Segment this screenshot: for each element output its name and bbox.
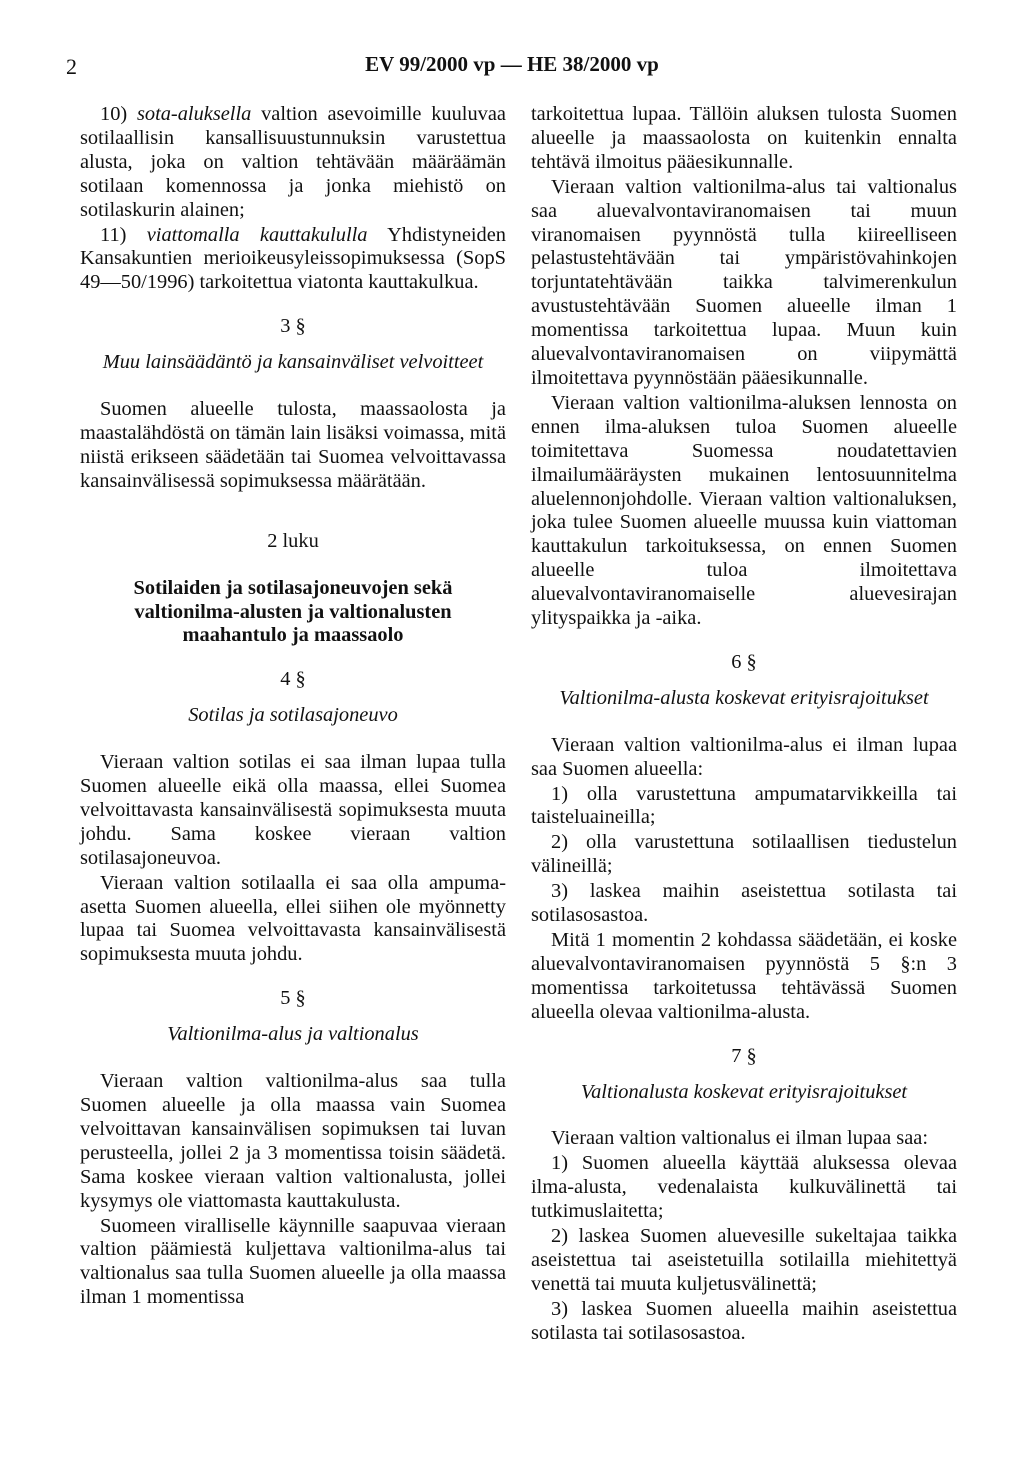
section-title-6: Valtionilma-alusta koskevat erityisrajoitukset: [559, 686, 929, 709]
section-title-7: Valtionalusta koskevat erityisrajoitukset: [580, 1080, 908, 1103]
list-item: 1) olla varustettuna ampumatarvikkeilla tai taisteluaineilla;: [531, 782, 957, 829]
paragraph: Suomen alueelle tulosta, maassaolosta ja maastalähdöstä on tämän lain lisäksi voimassa, mitä niistä erikseen säädetään tai Suomea velvoittavassa kansainvälisessä sopimuksessa määrätään.: [80, 398, 506, 492]
list-item: 3) laskea Suomen alueella maihin aseistettua sotilasta tai sotilasosastoa.: [531, 1297, 957, 1344]
definition-10: [80, 103, 506, 223]
definition-term: sota-aluksella: [136, 103, 252, 125]
list-item: 2) olla varustettuna sotilaallisen tiedustelun välineillä;: [531, 831, 957, 878]
list-item: 3) laskea maihin aseistettua sotilasta tai sotilasosastoa.: [531, 880, 957, 927]
paragraph: Vieraan valtion valtionilma-alus tai valtionalus saa aluevalvontaviranomaisen tai muun viranomaisen pyynnöstä tulla kiireelliseen pelastustehtävään tai ympäristövahinkojen torjuntatehtävään taikka talvimerenkulun avustustehtävään Suomen alueelle ilman 1 momentissa tarkoitettua lupaa. Muun kuin aluevalvontaviranomaisen on viipymättä ilmoitettava pyynnöstään pääesikunnalle.: [531, 175, 957, 389]
section-number-7: 7 §: [731, 1044, 757, 1067]
definition-text: valtion asevoimille kuuluvaa sotilaallisin kansallisuustunnuksin varustettua alusta, joka on valtion tehtävään määräämän sotilaan komennossa ja jonka miehistö on sotilaskurin alainen;: [80, 103, 506, 221]
section-number-3: 3 §: [280, 315, 306, 338]
section-number-6: 6 §: [731, 650, 757, 673]
paragraph: Vieraan valtion valtionilma-alus saa tulla Suomen alueelle ja olla maassa vain Suomea velvoittavan kansainvälisen sopimuksen tai luvan perusteella, jollei 2 ja 3 momentissa toisin säädetä. Sama koskee vieraan valtion valtionalusta, jollei kysymys ole viattomasta kauttakulusta.: [80, 1070, 506, 1212]
chapter-number: 2 luku: [267, 529, 319, 552]
section-title-3: Muu lainsäädäntö ja kansainväliset velvoitteet: [102, 351, 484, 374]
section-number-4: 4 §: [280, 668, 306, 691]
paragraph: Suomeen viralliselle käynnille saapuvaa vieraan valtion päämiestä kuljettava valtionilma-alus tai valtionalus saa tulla Suomen alueelle ja olla maassa ilman 1 momentissa: [80, 1214, 506, 1309]
paragraph: Vieraan valtion valtionilma-alus ei ilman lupaa saa Suomen alueella:: [531, 733, 957, 780]
paragraph: Vieraan valtion sotilas ei saa ilman lupaa tulla Suomen alueelle eikä olla maassa, ellei Suomea velvoittavasta kansainvälisestä sopimuksesta muuta johdu. Sama koskee vieraan valtion sotilasajoneuvoa.: [80, 751, 506, 869]
definition-text: Yhdistyneiden Kansakuntien merioikeusyleissopimuksessa (SopS 49—50/1996) tarkoitettua viatonta kauttakulkua.: [80, 223, 506, 294]
paragraph-continued: tarkoitettua lupaa. Tällöin aluksen tulosta Suomen alueelle ja maassaolosta on kuitenkin ennalta tehtävä ilmoitus pääesikunnalle.: [531, 103, 957, 173]
running-head: EV 99/2000 vp — HE 38/2000 vp: [365, 52, 659, 76]
definition-number: 11): [100, 223, 127, 246]
chapter-title: Sotilaiden ja sotilasajoneuvojen sekä valtionilma-alusten ja valtionalusten maahantulo ja maassaolo: [133, 576, 453, 647]
definition-11: [80, 224, 506, 296]
left-column: [80, 103, 506, 1310]
section-title-4: Sotilas ja sotilasajoneuvo: [188, 704, 398, 727]
page-number: 2: [66, 54, 77, 79]
definition-number: 10): [100, 103, 128, 125]
list-item: 1) Suomen alueella käyttää aluksessa olevaa ilma-alusta, vedenalaista kulkuvälinettä tai tutkimuslaitetta;: [531, 1152, 957, 1223]
paragraph: Vieraan valtion valtionalus ei ilman lupaa saa:: [551, 1127, 929, 1150]
list-item: 2) laskea Suomen aluevesille sukeltajaa taikka aseistettua tai aseistetuilla sotilailla miehitettyä venettä tai muuta kuljetusvälinettä;: [531, 1225, 957, 1295]
right-column: [531, 103, 957, 1346]
paragraph: Vieraan valtion sotilaalla ei saa olla ampuma-asetta Suomen alueella, ellei siihen ole myönnetty lupaa tai Suomea velvoittavasta kansainvälisestä sopimuksesta muuta johdu.: [80, 871, 506, 966]
paragraph: Vieraan valtion valtionilma-aluksen lennosta on ennen ilma-aluksen tuloa Suomen alueelle toimitettava Suomessa noudatettavien ilmailumääräysten mukainen lentosuunnitelma aluelennonjohdolle. Vieraan valtion valtionaluksen, joka tulee Suomen alueelle muussa kuin viattoman kauttakulun tarkoituksessa, on ennen Suomen alueelle tuloa ilmoitettava aluevalvontaviranomaiselle aluevesirajan ylityspaikka ja -aika.: [531, 391, 957, 630]
paragraph: Mitä 1 momentin 2 kohdassa säädetään, ei koske aluevalvontaviranomaisen pyynnöstä 5 §:n 3 momentissa tarkoitetussa tehtävässä Suomen alueella olevaa valtionilma-alusta.: [531, 929, 957, 1023]
section-number-5: 5 §: [280, 987, 306, 1010]
section-title-5: Valtionilma-alus ja valtionalus: [167, 1023, 419, 1046]
definition-term: viattomalla kauttakululla: [146, 223, 368, 246]
